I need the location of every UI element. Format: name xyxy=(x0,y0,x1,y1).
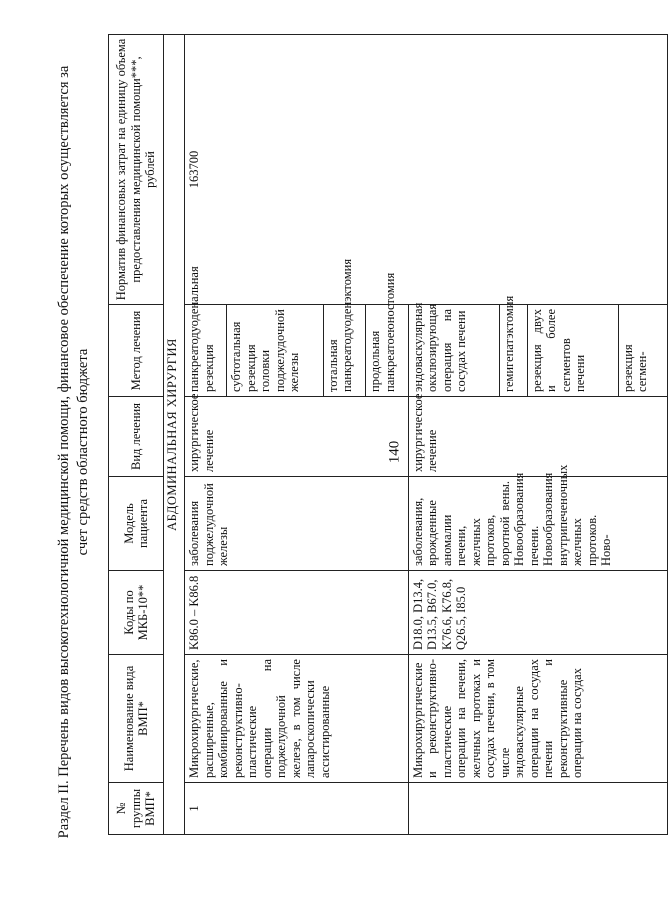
header-group-number: № группы ВМП* xyxy=(109,783,164,835)
treatment-method: резекция сегмен- xyxy=(618,305,667,397)
section-title: Раздел II. Перечень видов высокотехнологичной медицинской помощи, финансовое обеспечение которых осуществляется за счет средств областного бюджета xyxy=(56,65,91,839)
patient-model: заболевания поджелудочной железы xyxy=(185,477,409,571)
vmp-name: Микрохирургические, расширенные, комбинированные и реконструктивно-пластические операции на поджелудочной железе, в том числе лапароскопически ассистированные xyxy=(185,655,409,783)
icd-codes: K86.0 – K86.8 xyxy=(185,571,409,655)
patient-model: заболевания, врожденные аномалии печени, желчных протоков, воротной вены. Новообразования печени. Новообразования внутрипеченочных желчных протоков. Ново- xyxy=(408,477,667,571)
group-number xyxy=(408,783,667,835)
header-cost-standard: Норматив финансовых затрат на единицу объема предоставления медицинской помощи***, рублей xyxy=(109,35,164,305)
treatment-method: продольная панкреатоеюностомия xyxy=(366,305,408,397)
header-treatment-type: Вид лечения xyxy=(109,397,164,477)
treatment-method: тотальная панкреатодуоденэктомия xyxy=(323,305,365,397)
table-row xyxy=(185,35,227,835)
section-row xyxy=(164,35,185,835)
treatment-method: гемигепатэктомия xyxy=(499,305,527,397)
treatment-method: эндоваскулярная окклюзирующая операция на сосудах печени xyxy=(408,305,499,397)
header-treatment-method: Метод лечения xyxy=(109,305,164,397)
section-label: АБДОМИНАЛЬНАЯ ХИРУРГИЯ xyxy=(164,35,185,835)
header-icd-codes: Коды по МКБ-10** xyxy=(109,571,164,655)
treatment-method: резекция двух и более сегментов печени xyxy=(527,305,618,397)
treatment-method: панкреатодуоденальная резекция xyxy=(185,305,227,397)
vmp-name: Микрохирургические и реконструктивно-пластические операции на печени, желчных протоках и сосудах печени, в том числе эндоваскулярные операции на сосудах печени и реконструктивные операции на сосудах xyxy=(408,655,667,783)
group-number: 1 xyxy=(185,783,409,835)
cost-value: 163700 xyxy=(185,35,668,305)
treatment-type: хирургическое лечение xyxy=(408,397,667,477)
vmp-table xyxy=(108,35,668,835)
page-number: 140 xyxy=(386,440,403,464)
treatment-type: хирургическое лечение xyxy=(185,397,409,477)
header-vmp-name: Наименование вида ВМП* xyxy=(109,655,164,783)
icd-codes: D18.0, D13.4, D13.5, B67.0, K76.6, K76.8, Q26.5, I85.0 xyxy=(408,571,667,655)
header-patient-model: Модель пациента xyxy=(109,477,164,571)
treatment-method: субтотальная резекция головки поджелудочной железы xyxy=(227,305,324,397)
table-header-row xyxy=(109,35,164,835)
